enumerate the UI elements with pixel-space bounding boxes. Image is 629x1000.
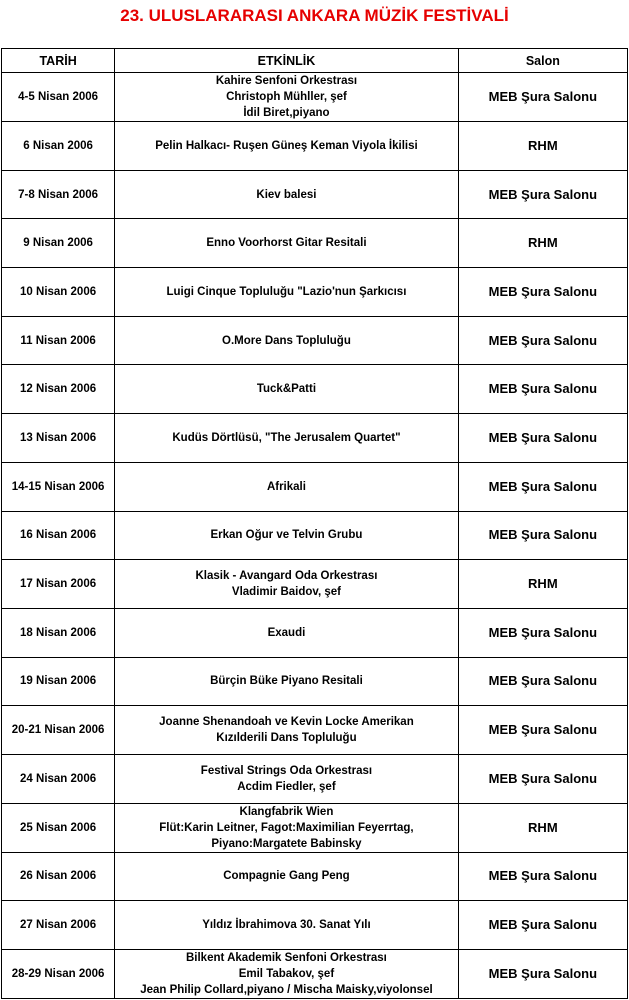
venue-cell: MEB Şura Salonu	[458, 511, 627, 560]
venue-cell: RHM	[458, 560, 627, 609]
event-line: Tuck&Patti	[256, 383, 317, 396]
event-cell	[115, 608, 459, 657]
table-row	[2, 170, 628, 219]
event-line: Pelin Halkacı- Ruşen Güneş Keman Viyola İkilisi	[155, 139, 418, 152]
event-line: Klasik - Avangard Oda Orkestrası	[195, 570, 378, 583]
event-line: Joanne Shenandoah ve Kevin Locke Amerikan	[159, 716, 414, 729]
event-cell	[115, 122, 459, 171]
event-line: Kahire Senfoni Orkestrası	[215, 75, 358, 87]
event-line: Yıldız İbrahimova 30. Sanat Yılı	[202, 919, 371, 932]
date-cell: 13 Nisan 2006	[2, 414, 115, 463]
event-cell	[115, 511, 459, 560]
event-line: Bilkent Akademik Senfoni Orkestrası	[185, 952, 387, 964]
event-line: Enno Voorhorst Gitar Resitali	[206, 237, 367, 250]
event-line: O.More Dans Topluluğu	[222, 334, 351, 347]
event-line: İdil Biret,piyano	[243, 107, 330, 119]
date-cell: 16 Nisan 2006	[2, 511, 115, 560]
table-row	[2, 852, 628, 901]
table-row	[2, 73, 628, 122]
event-line: Afrikali	[266, 480, 306, 493]
table-row	[2, 706, 628, 755]
date-cell: 10 Nisan 2006	[2, 268, 115, 317]
table-row	[2, 560, 628, 609]
event-cell	[115, 414, 459, 463]
event-line: Festival Strings Oda Orkestrası	[200, 764, 373, 777]
date-cell: 12 Nisan 2006	[2, 365, 115, 414]
event-line: Kiev balesi	[256, 188, 317, 201]
venue-cell: RHM	[458, 219, 627, 268]
table-row	[2, 414, 628, 463]
date-cell: 14-15 Nisan 2006	[2, 462, 115, 511]
venue-cell: MEB Şura Salonu	[458, 657, 627, 706]
event-line: Kudüs Dörtlüsü, "The Jerusalem Quartet"	[172, 431, 401, 444]
event-line: Acdim Fiedler, şef	[237, 780, 336, 793]
event-line: Flüt:Karin Leitner, Fagot:Maximilian Feyerrtag,	[159, 821, 414, 834]
date-cell: 19 Nisan 2006	[2, 657, 115, 706]
table-row	[2, 316, 628, 365]
table-row	[2, 950, 628, 999]
table-row	[2, 365, 628, 414]
event-cell	[115, 219, 459, 268]
event-line: Christoph Mühller, şef	[226, 91, 347, 103]
page-title: 23. ULUSLARARASI ANKARA MÜZİK FESTİVALİ	[120, 6, 509, 25]
date-cell: 17 Nisan 2006	[2, 560, 115, 609]
venue-cell: MEB Şura Salonu	[458, 608, 627, 657]
event-line: Luigi Cinque Topluluğu "Lazio'nun Şarkıcısı	[166, 285, 407, 298]
venue-cell: RHM	[458, 803, 627, 852]
event-cell	[115, 803, 459, 852]
event-line: Vladimir Baidov, şef	[231, 586, 341, 599]
date-cell: 7-8 Nisan 2006	[2, 170, 115, 219]
event-cell	[115, 706, 459, 755]
venue-cell: MEB Şura Salonu	[458, 73, 627, 122]
date-cell: 24 Nisan 2006	[2, 754, 115, 803]
venue-cell: MEB Şura Salonu	[458, 852, 627, 901]
event-cell	[115, 170, 459, 219]
venue-cell: MEB Şura Salonu	[458, 706, 627, 755]
venue-cell: MEB Şura Salonu	[458, 950, 627, 999]
event-cell	[115, 560, 459, 609]
event-cell	[115, 754, 459, 803]
venue-cell: MEB Şura Salonu	[458, 365, 627, 414]
header-venue: Salon	[458, 49, 627, 73]
table-row	[2, 122, 628, 171]
event-line: Kızılderili Dans Topluluğu	[216, 732, 357, 745]
venue-cell: MEB Şura Salonu	[458, 901, 627, 950]
table-row	[2, 754, 628, 803]
venue-cell: MEB Şura Salonu	[458, 316, 627, 365]
table-row	[2, 803, 628, 852]
table-row	[2, 901, 628, 950]
venue-cell: MEB Şura Salonu	[458, 414, 627, 463]
event-line: Compagnie Gang Peng	[223, 870, 350, 883]
header-date: TARİH	[2, 49, 115, 73]
table-row	[2, 657, 628, 706]
venue-cell: MEB Şura Salonu	[458, 268, 627, 317]
venue-cell: MEB Şura Salonu	[458, 462, 627, 511]
table-row	[2, 219, 628, 268]
date-cell: 4-5 Nisan 2006	[2, 73, 115, 122]
table-header-row	[2, 49, 628, 73]
date-cell: 27 Nisan 2006	[2, 901, 115, 950]
event-line: Piyano:Margatete Babinsky	[211, 837, 362, 850]
festival-schedule-table	[1, 48, 628, 999]
event-cell	[115, 852, 459, 901]
event-cell	[115, 268, 459, 317]
date-cell: 20-21 Nisan 2006	[2, 706, 115, 755]
event-cell	[115, 657, 459, 706]
table-row	[2, 608, 628, 657]
date-cell: 18 Nisan 2006	[2, 608, 115, 657]
venue-cell: MEB Şura Salonu	[458, 170, 627, 219]
date-cell: 26 Nisan 2006	[2, 852, 115, 901]
venue-cell: RHM	[458, 122, 627, 171]
date-cell: 25 Nisan 2006	[2, 803, 115, 852]
header-event: ETKİNLİK	[115, 49, 459, 73]
event-cell	[115, 950, 459, 999]
event-line: Jean Philip Collard,piyano / Mischa Maisky,viyolonsel	[140, 984, 433, 996]
event-line: Emil Tabakov, şef	[238, 968, 335, 980]
event-cell	[115, 316, 459, 365]
date-cell: 11 Nisan 2006	[2, 316, 115, 365]
table-row	[2, 511, 628, 560]
event-line: Klangfabrik Wien	[239, 805, 334, 818]
event-cell	[115, 901, 459, 950]
date-cell: 6 Nisan 2006	[2, 122, 115, 171]
event-line: Bürçin Büke Piyano Resitali	[210, 675, 363, 688]
event-line: Exaudi	[267, 626, 306, 639]
event-cell	[115, 462, 459, 511]
date-cell: 9 Nisan 2006	[2, 219, 115, 268]
event-line: Erkan Oğur ve Telvin Grubu	[210, 529, 363, 542]
table-row	[2, 462, 628, 511]
table-row	[2, 268, 628, 317]
venue-cell: MEB Şura Salonu	[458, 754, 627, 803]
event-cell	[115, 73, 459, 122]
event-cell	[115, 365, 459, 414]
date-cell: 28-29 Nisan 2006	[2, 950, 115, 999]
